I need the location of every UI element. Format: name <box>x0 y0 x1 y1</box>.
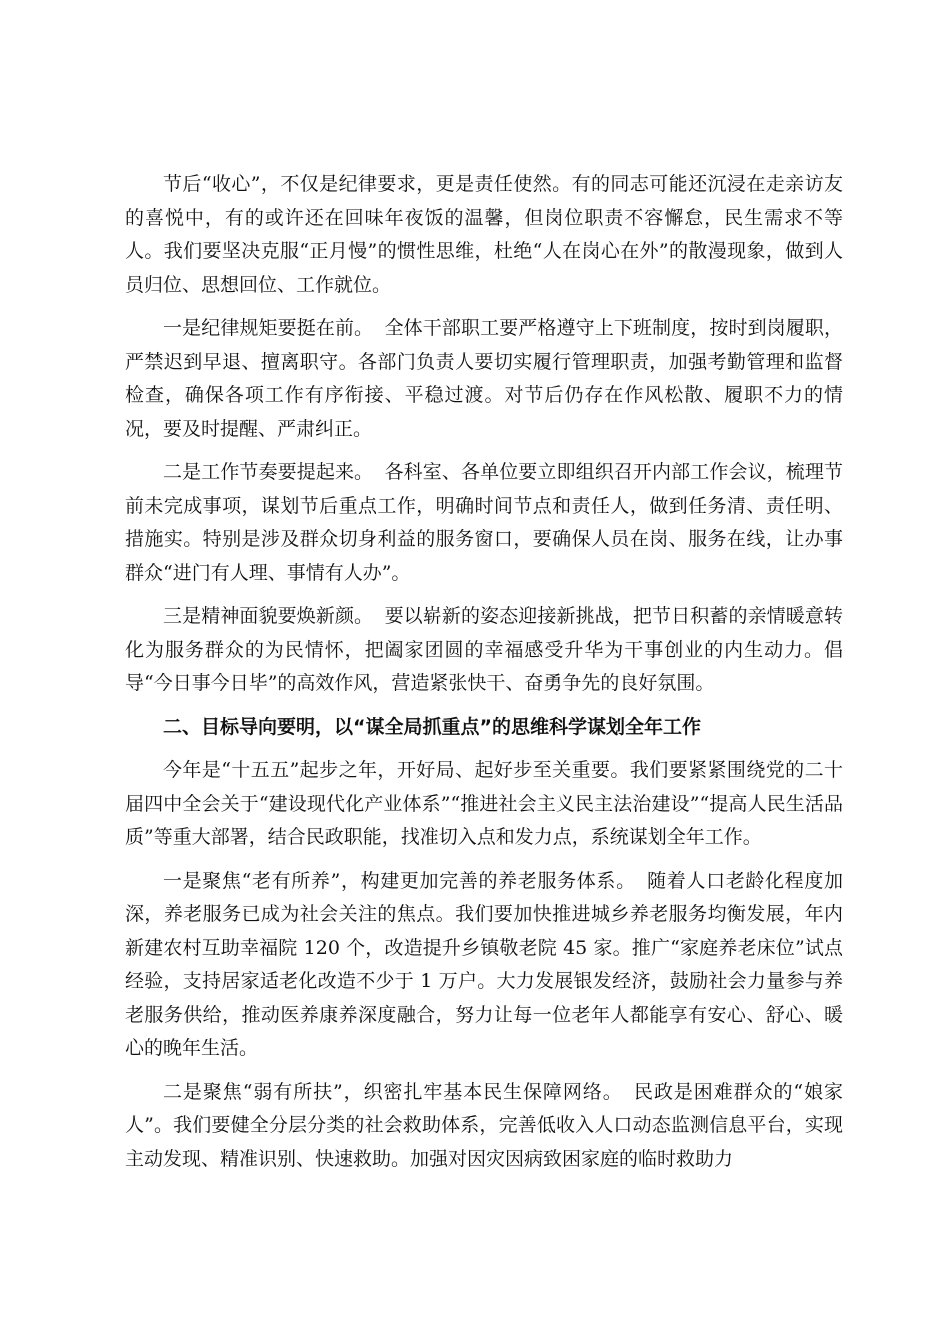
paragraph-spirit <box>125 600 843 701</box>
paragraph-text: 各科室、各单位要立即组织召开内部工作会议，梳理节前未完成事项，谋划节后重点工作，明确时间节点和责任人，做到任务清、责任明、措施实。特别是涉及群众切身利益的服务窗口，要确保人员在岗、服务在线，让办事群众“进门有人理、事情有人办”。 <box>125 461 843 584</box>
paragraph-discipline <box>125 312 843 446</box>
paragraph-text: 要以崭新的姿态迎接新挑战，把节日积蓄的亲情暖意转化为服务群众的为民情怀，把阖家团圆的幸福感受升华为干事创业的内生动力。倡导“今日事今日毕”的高效作风，营造紧张快干、奋勇争先的良好氛围。 <box>125 605 843 694</box>
paragraph-text: 全体干部职工要严格遵守上下班制度，按时到岗履职，严禁迟到早退、擅离职守。各部门负责人要切实履行管理职责，加强考勤管理和监督检查，确保各项工作有序衔接、平稳过渡。对节后仍存在作风松散、履职不力的情况，要及时提醒、严肃纠正。 <box>125 317 843 440</box>
paragraph-elderly-care <box>125 865 843 1066</box>
paragraph-lead: 三是精神面貌要焕新颜。 <box>163 605 374 627</box>
section-heading: 二、目标导向要明，以“谋全局抓重点”的思维科学谋划全年工作 <box>163 715 701 738</box>
paragraph-lead: 二是工作节奏要提起来。 <box>163 461 374 483</box>
paragraph-lead: 二是聚焦“弱有所扶”，织密扎牢基本民生保障网络。 <box>163 1080 623 1103</box>
paragraph-text: 节后“收心”，不仅是纪律要求，更是责任使然。有的同志可能还沉浸在走亲访友的喜悦中，有的或许还在回味年夜饭的温馨，但岗位职责不容懈怠，民生需求不等人。我们要坚决克服“正月慢”的惯性思维，杜绝“人在岗心在外”的散漫现象，做到人员归位、思想回位、工作就位。 <box>125 173 843 296</box>
paragraph-work-pace <box>125 456 843 590</box>
paragraph-text: 民政是困难群众的“娘家人”。我们要健全分层分类的社会救助体系，完善低收入人口动态监测信息平台，实现主动发现、精准识别、快速救助。加强对因灾因病致困家庭的临时救助力 <box>125 1080 843 1170</box>
document-body <box>125 168 843 1186</box>
paragraph-lead: 一是纪律规矩要挺在前。 <box>163 317 374 339</box>
paragraph-lead: 一是聚焦“老有所养”，构建更加完善的养老服务体系。 <box>163 869 636 892</box>
paragraph-intro <box>125 168 843 302</box>
paragraph-text: 随着人口老龄化程度加深，养老服务已成为社会关注的焦点。我们要加快推进城乡养老服务均衡发展，年内新建农村互助幸福院 120 个，改造提升乡镇敬老院 45 家。推广“家庭养老床位”试点经验，支持居家适老化改造不少于 1 万户。大力发展银发经济，鼓励社会力量参与养老服务供给，推动医养康养深度融合，努力让每一位老年人都能享有安心、舒心、暖心的晚年生活。 <box>125 869 843 1059</box>
paragraph-text: 今年是“十五五”起步之年，开好局、起好步至关重要。我们要紧紧围绕党的二十届四中全会关于“建设现代化产业体系”“推进社会主义民主法治建设”“提高人民生活品质”等重大部署，结合民政职能，找准切入点和发力点，系统谋划全年工作。 <box>125 759 843 848</box>
paragraph-year-plan <box>125 754 843 855</box>
paragraph-social-assistance <box>125 1076 843 1177</box>
